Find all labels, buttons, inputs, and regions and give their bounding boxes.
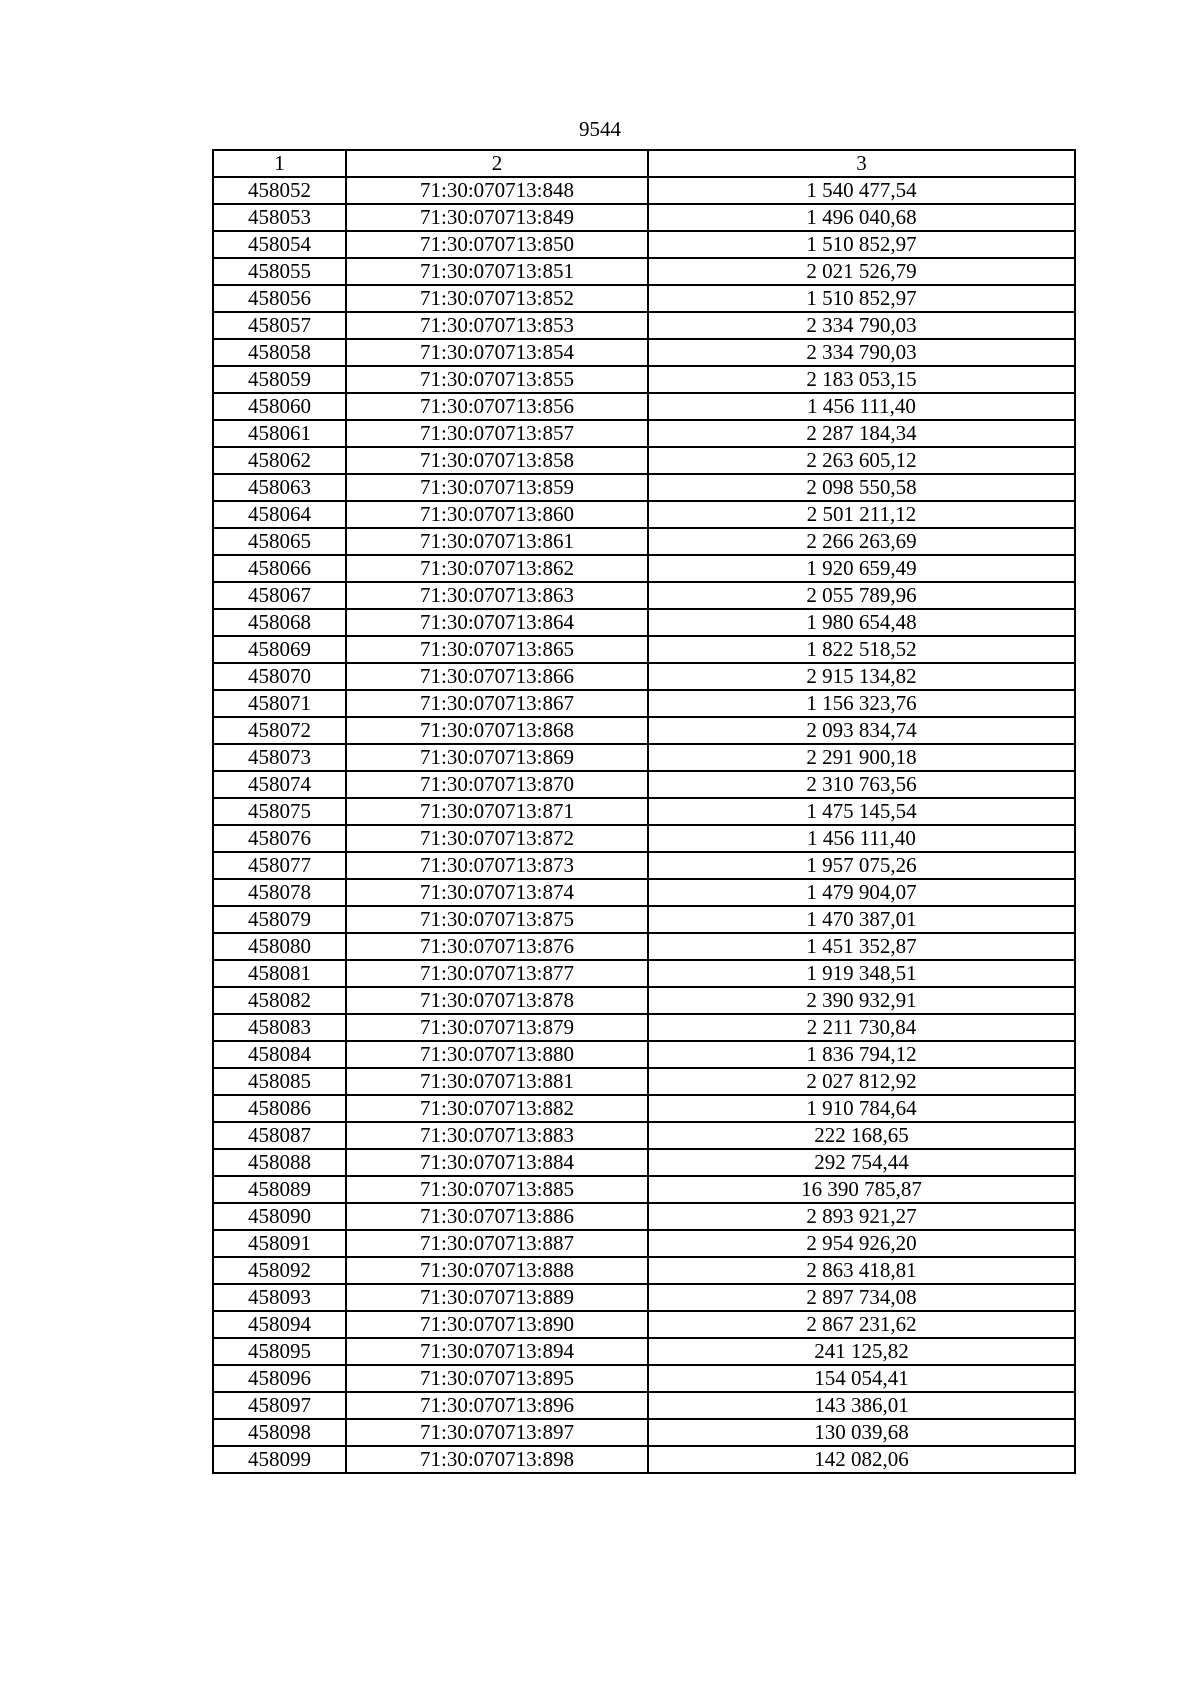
value-cell: 2 021 526,79 <box>648 258 1075 285</box>
row-number-cell: 458060 <box>213 393 346 420</box>
table-row <box>213 339 1075 366</box>
cadastral-number-cell: 71:30:070713:871 <box>346 798 648 825</box>
table-row <box>213 582 1075 609</box>
column-header-3: 3 <box>648 150 1075 177</box>
cadastral-number-cell: 71:30:070713:885 <box>346 1176 648 1203</box>
cadastral-number-cell: 71:30:070713:869 <box>346 744 648 771</box>
cadastral-number-cell: 71:30:070713:887 <box>346 1230 648 1257</box>
table-row <box>213 636 1075 663</box>
value-cell: 1 540 477,54 <box>648 177 1075 204</box>
column-header-2: 2 <box>346 150 648 177</box>
cadastral-number-cell: 71:30:070713:878 <box>346 987 648 1014</box>
cadastral-number-cell: 71:30:070713:867 <box>346 690 648 717</box>
cadastral-number-cell: 71:30:070713:875 <box>346 906 648 933</box>
table-row <box>213 312 1075 339</box>
value-cell: 142 082,06 <box>648 1446 1075 1473</box>
cadastral-number-cell: 71:30:070713:849 <box>346 204 648 231</box>
header-row <box>213 150 1075 177</box>
value-cell: 2 501 211,12 <box>648 501 1075 528</box>
table-row <box>213 960 1075 987</box>
table-row <box>213 1257 1075 1284</box>
cadastral-number-cell: 71:30:070713:856 <box>346 393 648 420</box>
table-row <box>213 1068 1075 1095</box>
cadastral-number-cell: 71:30:070713:884 <box>346 1149 648 1176</box>
table-row <box>213 231 1075 258</box>
row-number-cell: 458053 <box>213 204 346 231</box>
row-number-cell: 458052 <box>213 177 346 204</box>
table-row <box>213 447 1075 474</box>
cadastral-number-cell: 71:30:070713:886 <box>346 1203 648 1230</box>
value-cell: 2 266 263,69 <box>648 528 1075 555</box>
table-row <box>213 933 1075 960</box>
value-cell: 1 836 794,12 <box>648 1041 1075 1068</box>
data-table <box>212 149 1076 1474</box>
value-cell: 292 754,44 <box>648 1149 1075 1176</box>
table-row <box>213 258 1075 285</box>
table-row <box>213 609 1075 636</box>
cadastral-number-cell: 71:30:070713:879 <box>346 1014 648 1041</box>
value-cell: 2 915 134,82 <box>648 663 1075 690</box>
value-cell: 1 456 111,40 <box>648 393 1075 420</box>
row-number-cell: 458062 <box>213 447 346 474</box>
table-row <box>213 1176 1075 1203</box>
row-number-cell: 458063 <box>213 474 346 501</box>
value-cell: 1 920 659,49 <box>648 555 1075 582</box>
cadastral-number-cell: 71:30:070713:874 <box>346 879 648 906</box>
row-number-cell: 458099 <box>213 1446 346 1473</box>
value-cell: 1 475 145,54 <box>648 798 1075 825</box>
row-number-cell: 458097 <box>213 1392 346 1419</box>
table-body <box>213 177 1075 1473</box>
value-cell: 2 334 790,03 <box>648 339 1075 366</box>
row-number-cell: 458056 <box>213 285 346 312</box>
row-number-cell: 458076 <box>213 825 346 852</box>
table-row <box>213 1122 1075 1149</box>
row-number-cell: 458098 <box>213 1419 346 1446</box>
cadastral-number-cell: 71:30:070713:895 <box>346 1365 648 1392</box>
table-row <box>213 1203 1075 1230</box>
cadastral-number-cell: 71:30:070713:894 <box>346 1338 648 1365</box>
table-row <box>213 393 1075 420</box>
table-row <box>213 555 1075 582</box>
table-row <box>213 285 1075 312</box>
value-cell: 2 863 418,81 <box>648 1257 1075 1284</box>
value-cell: 2 893 921,27 <box>648 1203 1075 1230</box>
table-row <box>213 717 1075 744</box>
row-number-cell: 458078 <box>213 879 346 906</box>
table-row <box>213 987 1075 1014</box>
table-row <box>213 690 1075 717</box>
value-cell: 1 456 111,40 <box>648 825 1075 852</box>
cadastral-number-cell: 71:30:070713:860 <box>346 501 648 528</box>
cadastral-number-cell: 71:30:070713:870 <box>346 771 648 798</box>
row-number-cell: 458079 <box>213 906 346 933</box>
table-row <box>213 825 1075 852</box>
cadastral-number-cell: 71:30:070713:854 <box>346 339 648 366</box>
value-cell: 1 479 904,07 <box>648 879 1075 906</box>
table-row <box>213 879 1075 906</box>
row-number-cell: 458058 <box>213 339 346 366</box>
value-cell: 2 390 932,91 <box>648 987 1075 1014</box>
row-number-cell: 458066 <box>213 555 346 582</box>
value-cell: 2 098 550,58 <box>648 474 1075 501</box>
row-number-cell: 458086 <box>213 1095 346 1122</box>
cadastral-number-cell: 71:30:070713:852 <box>346 285 648 312</box>
value-cell: 1 496 040,68 <box>648 204 1075 231</box>
value-cell: 16 390 785,87 <box>648 1176 1075 1203</box>
table-row <box>213 177 1075 204</box>
row-number-cell: 458085 <box>213 1068 346 1095</box>
cadastral-number-cell: 71:30:070713:863 <box>346 582 648 609</box>
column-header-1: 1 <box>213 150 346 177</box>
table-row <box>213 1041 1075 1068</box>
value-cell: 1 822 518,52 <box>648 636 1075 663</box>
row-number-cell: 458070 <box>213 663 346 690</box>
table-row <box>213 663 1075 690</box>
row-number-cell: 458067 <box>213 582 346 609</box>
row-number-cell: 458082 <box>213 987 346 1014</box>
value-cell: 2 954 926,20 <box>648 1230 1075 1257</box>
cadastral-number-cell: 71:30:070713:880 <box>346 1041 648 1068</box>
cadastral-number-cell: 71:30:070713:890 <box>346 1311 648 1338</box>
row-number-cell: 458081 <box>213 960 346 987</box>
cadastral-number-cell: 71:30:070713:851 <box>346 258 648 285</box>
value-cell: 1 910 784,64 <box>648 1095 1075 1122</box>
cadastral-number-cell: 71:30:070713:861 <box>346 528 648 555</box>
table-row <box>213 1419 1075 1446</box>
row-number-cell: 458092 <box>213 1257 346 1284</box>
cadastral-number-cell: 71:30:070713:876 <box>346 933 648 960</box>
row-number-cell: 458084 <box>213 1041 346 1068</box>
table-row <box>213 1014 1075 1041</box>
row-number-cell: 458059 <box>213 366 346 393</box>
cadastral-number-cell: 71:30:070713:865 <box>346 636 648 663</box>
cadastral-number-cell: 71:30:070713:848 <box>346 177 648 204</box>
cadastral-number-cell: 71:30:070713:888 <box>346 1257 648 1284</box>
row-number-cell: 458095 <box>213 1338 346 1365</box>
table-row <box>213 420 1075 447</box>
table-row <box>213 1446 1075 1473</box>
table-row <box>213 1095 1075 1122</box>
table-row <box>213 771 1075 798</box>
value-cell: 2 867 231,62 <box>648 1311 1075 1338</box>
cadastral-number-cell: 71:30:070713:882 <box>346 1095 648 1122</box>
value-cell: 143 386,01 <box>648 1392 1075 1419</box>
row-number-cell: 458091 <box>213 1230 346 1257</box>
row-number-cell: 458054 <box>213 231 346 258</box>
value-cell: 1 980 654,48 <box>648 609 1075 636</box>
row-number-cell: 458055 <box>213 258 346 285</box>
table-row <box>213 501 1075 528</box>
row-number-cell: 458089 <box>213 1176 346 1203</box>
table-row <box>213 474 1075 501</box>
row-number-cell: 458094 <box>213 1311 346 1338</box>
value-cell: 154 054,41 <box>648 1365 1075 1392</box>
cadastral-number-cell: 71:30:070713:883 <box>346 1122 648 1149</box>
table-row <box>213 852 1075 879</box>
row-number-cell: 458069 <box>213 636 346 663</box>
cadastral-number-cell: 71:30:070713:853 <box>346 312 648 339</box>
table-row <box>213 366 1075 393</box>
cadastral-number-cell: 71:30:070713:889 <box>346 1284 648 1311</box>
cadastral-number-cell: 71:30:070713:864 <box>346 609 648 636</box>
table-row <box>213 1149 1075 1176</box>
value-cell: 1 451 352,87 <box>648 933 1075 960</box>
row-number-cell: 458088 <box>213 1149 346 1176</box>
row-number-cell: 458064 <box>213 501 346 528</box>
value-cell: 1 919 348,51 <box>648 960 1075 987</box>
value-cell: 1 510 852,97 <box>648 285 1075 312</box>
table-row <box>213 1230 1075 1257</box>
value-cell: 2 093 834,74 <box>648 717 1075 744</box>
cadastral-number-cell: 71:30:070713:872 <box>346 825 648 852</box>
value-cell: 1 156 323,76 <box>648 690 1075 717</box>
table-row <box>213 798 1075 825</box>
table-header <box>213 150 1075 177</box>
value-cell: 2 291 900,18 <box>648 744 1075 771</box>
value-cell: 1 470 387,01 <box>648 906 1075 933</box>
row-number-cell: 458071 <box>213 690 346 717</box>
cadastral-number-cell: 71:30:070713:897 <box>346 1419 648 1446</box>
cadastral-number-cell: 71:30:070713:868 <box>346 717 648 744</box>
row-number-cell: 458068 <box>213 609 346 636</box>
row-number-cell: 458074 <box>213 771 346 798</box>
row-number-cell: 458096 <box>213 1365 346 1392</box>
table-row <box>213 1365 1075 1392</box>
row-number-cell: 458093 <box>213 1284 346 1311</box>
cadastral-number-cell: 71:30:070713:881 <box>346 1068 648 1095</box>
value-cell: 130 039,68 <box>648 1419 1075 1446</box>
cadastral-number-cell: 71:30:070713:858 <box>346 447 648 474</box>
value-cell: 2 287 184,34 <box>648 420 1075 447</box>
value-cell: 2 310 763,56 <box>648 771 1075 798</box>
value-cell: 1 510 852,97 <box>648 231 1075 258</box>
row-number-cell: 458087 <box>213 1122 346 1149</box>
value-cell: 2 183 053,15 <box>648 366 1075 393</box>
row-number-cell: 458090 <box>213 1203 346 1230</box>
table-row <box>213 906 1075 933</box>
value-cell: 2 027 812,92 <box>648 1068 1075 1095</box>
row-number-cell: 458065 <box>213 528 346 555</box>
row-number-cell: 458072 <box>213 717 346 744</box>
cadastral-number-cell: 71:30:070713:898 <box>346 1446 648 1473</box>
value-cell: 2 263 605,12 <box>648 447 1075 474</box>
table-row <box>213 1311 1075 1338</box>
cadastral-number-cell: 71:30:070713:896 <box>346 1392 648 1419</box>
row-number-cell: 458073 <box>213 744 346 771</box>
table-row <box>213 1338 1075 1365</box>
cadastral-number-cell: 71:30:070713:859 <box>346 474 648 501</box>
row-number-cell: 458061 <box>213 420 346 447</box>
cadastral-number-cell: 71:30:070713:877 <box>346 960 648 987</box>
cadastral-number-cell: 71:30:070713:873 <box>346 852 648 879</box>
cadastral-number-cell: 71:30:070713:866 <box>346 663 648 690</box>
cadastral-number-cell: 71:30:070713:855 <box>346 366 648 393</box>
table-row <box>213 744 1075 771</box>
value-cell: 2 897 734,08 <box>648 1284 1075 1311</box>
page-number: 9544 <box>579 117 621 141</box>
row-number-cell: 458075 <box>213 798 346 825</box>
row-number-cell: 458083 <box>213 1014 346 1041</box>
table-row <box>213 1284 1075 1311</box>
value-cell: 222 168,65 <box>648 1122 1075 1149</box>
cadastral-number-cell: 71:30:070713:862 <box>346 555 648 582</box>
value-cell: 1 957 075,26 <box>648 852 1075 879</box>
cadastral-number-cell: 71:30:070713:857 <box>346 420 648 447</box>
cadastral-number-cell: 71:30:070713:850 <box>346 231 648 258</box>
value-cell: 2 211 730,84 <box>648 1014 1075 1041</box>
row-number-cell: 458057 <box>213 312 346 339</box>
value-cell: 2 055 789,96 <box>648 582 1075 609</box>
table-row <box>213 204 1075 231</box>
row-number-cell: 458080 <box>213 933 346 960</box>
value-cell: 241 125,82 <box>648 1338 1075 1365</box>
table-row <box>213 528 1075 555</box>
value-cell: 2 334 790,03 <box>648 312 1075 339</box>
row-number-cell: 458077 <box>213 852 346 879</box>
table-row <box>213 1392 1075 1419</box>
